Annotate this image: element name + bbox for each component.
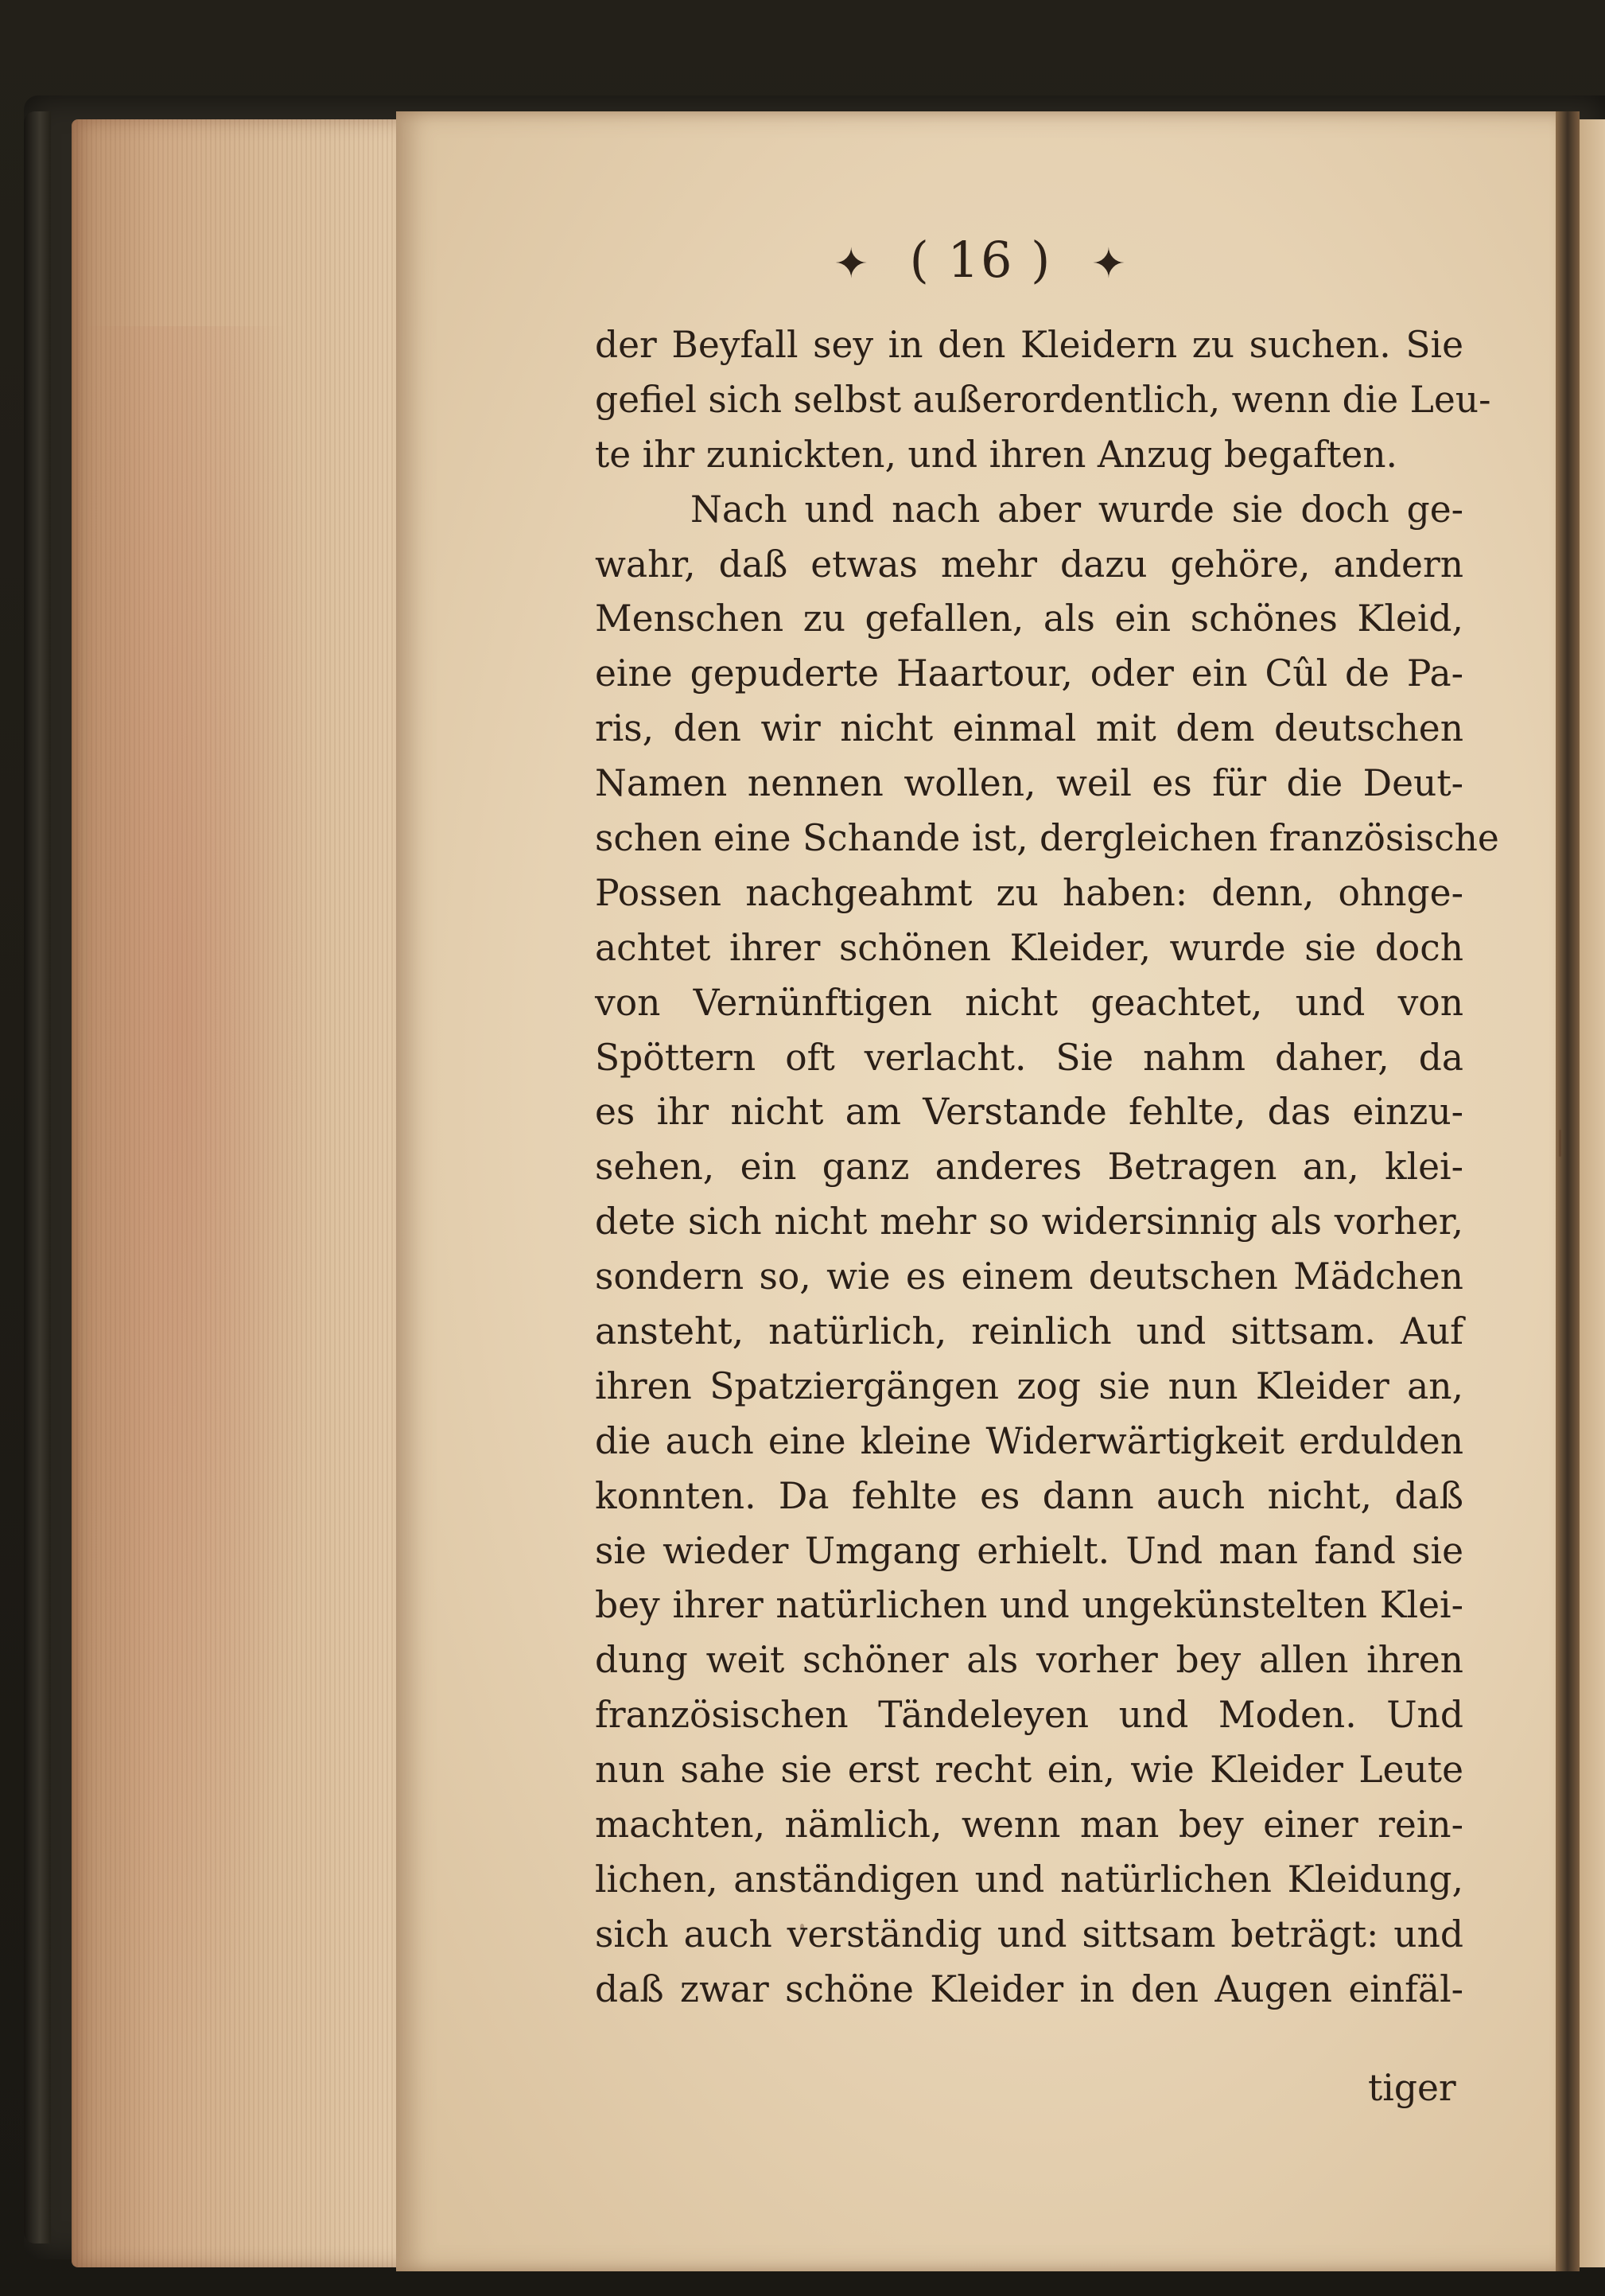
text-line: ris, den wir nicht einmal mit dem deutschen — [595, 707, 1463, 750]
page-header — [396, 231, 1565, 289]
text-line: gefiel sich selbst außerordentlich, wenn die Leu- — [595, 378, 1491, 421]
text-line: sie wieder Umgang erhielt. Und man fand sie — [595, 1529, 1463, 1572]
paper-mark — [1559, 1130, 1561, 1157]
opposite-page-edge — [1580, 119, 1605, 2267]
text-line: Menschen zu gefallen, als ein schönes Kleid, — [595, 597, 1463, 640]
text-line: eine gepuderte Haartour, oder ein Cûl de Pa- — [595, 652, 1463, 695]
page-edge-stain — [87, 326, 326, 2076]
page-edges — [72, 119, 406, 2267]
text-line: sondern so, wie es einem deutschen Mädchen — [595, 1255, 1463, 1298]
text-line: von Vernünftigen nicht geachtet, und von — [595, 981, 1463, 1024]
text-line: französischen Tändeleyen und Moden. Und — [595, 1694, 1463, 1737]
text-line: es ihr nicht am Verstande fehlte, das einzu- — [595, 1091, 1463, 1134]
text-line: machten, nämlich, wenn man bey einer rein- — [595, 1804, 1463, 1847]
text-line: ihren Spatziergängen zog sie nun Kleider an, — [595, 1364, 1463, 1407]
text-line: wahr, daß etwas mehr dazu gehöre, andern — [595, 543, 1463, 586]
text-line: konnten. Da fehlte es dann auch nicht, daß — [595, 1474, 1463, 1517]
text-line: die auch eine kleine Widerwärtigkeit erdulden — [595, 1419, 1463, 1462]
text-line: der Beyfall sey in den Kleidern zu suchen. Sie — [595, 324, 1463, 366]
text-line: Namen nennen wollen, weil es für die Deut- — [595, 762, 1463, 805]
text-line: dete sich nicht mehr so widersinnig als vorher, — [595, 1201, 1463, 1243]
text-line: Spöttern oft verlacht. Sie nahm daher, da — [595, 1036, 1463, 1079]
text-line: nun sahe sie erst recht ein, wie Kleider Leute — [595, 1749, 1463, 1792]
text-line: te ihr zunickten, und ihren Anzug begaften. — [595, 433, 1398, 476]
text-line: achtet ihrer schönen Kleider, wurde sie doch — [595, 926, 1463, 969]
ornament-left-icon: ✦ — [834, 239, 870, 288]
text-line: bey ihrer natürlichen und ungekünstelten Klei- — [595, 1584, 1463, 1627]
body-text — [595, 318, 1499, 2018]
book-spine — [24, 111, 51, 2243]
text-line: sich auch verständig und sittsam beträgt: und — [595, 1913, 1463, 1955]
text-line: lichen, anständigen und natürlichen Kleidung, — [595, 1858, 1463, 1901]
catchword: tiger — [1368, 2067, 1456, 2109]
text-line: ansteht, natürlich, reinlich und sittsam. Auf — [595, 1310, 1463, 1353]
text-line: sehen, ein ganz anderes Betragen an, klei- — [595, 1146, 1463, 1189]
page-gutter — [1556, 111, 1580, 2271]
text-line: schen eine Schande ist, dergleichen französische — [595, 817, 1499, 860]
text-line: daß zwar schöne Kleider in den Augen einfäl- — [595, 1967, 1463, 2010]
ornament-right-icon: ✦ — [1091, 239, 1128, 288]
text-line: dung weit schöner als vorher bey allen ihren — [595, 1639, 1463, 1682]
page-number: ( 16 ) — [909, 231, 1052, 289]
text-line: Nach und nach aber wurde sie doch ge- — [690, 488, 1463, 531]
text-line: Possen nachgeahmt zu haben: denn, ohnge- — [595, 871, 1463, 914]
